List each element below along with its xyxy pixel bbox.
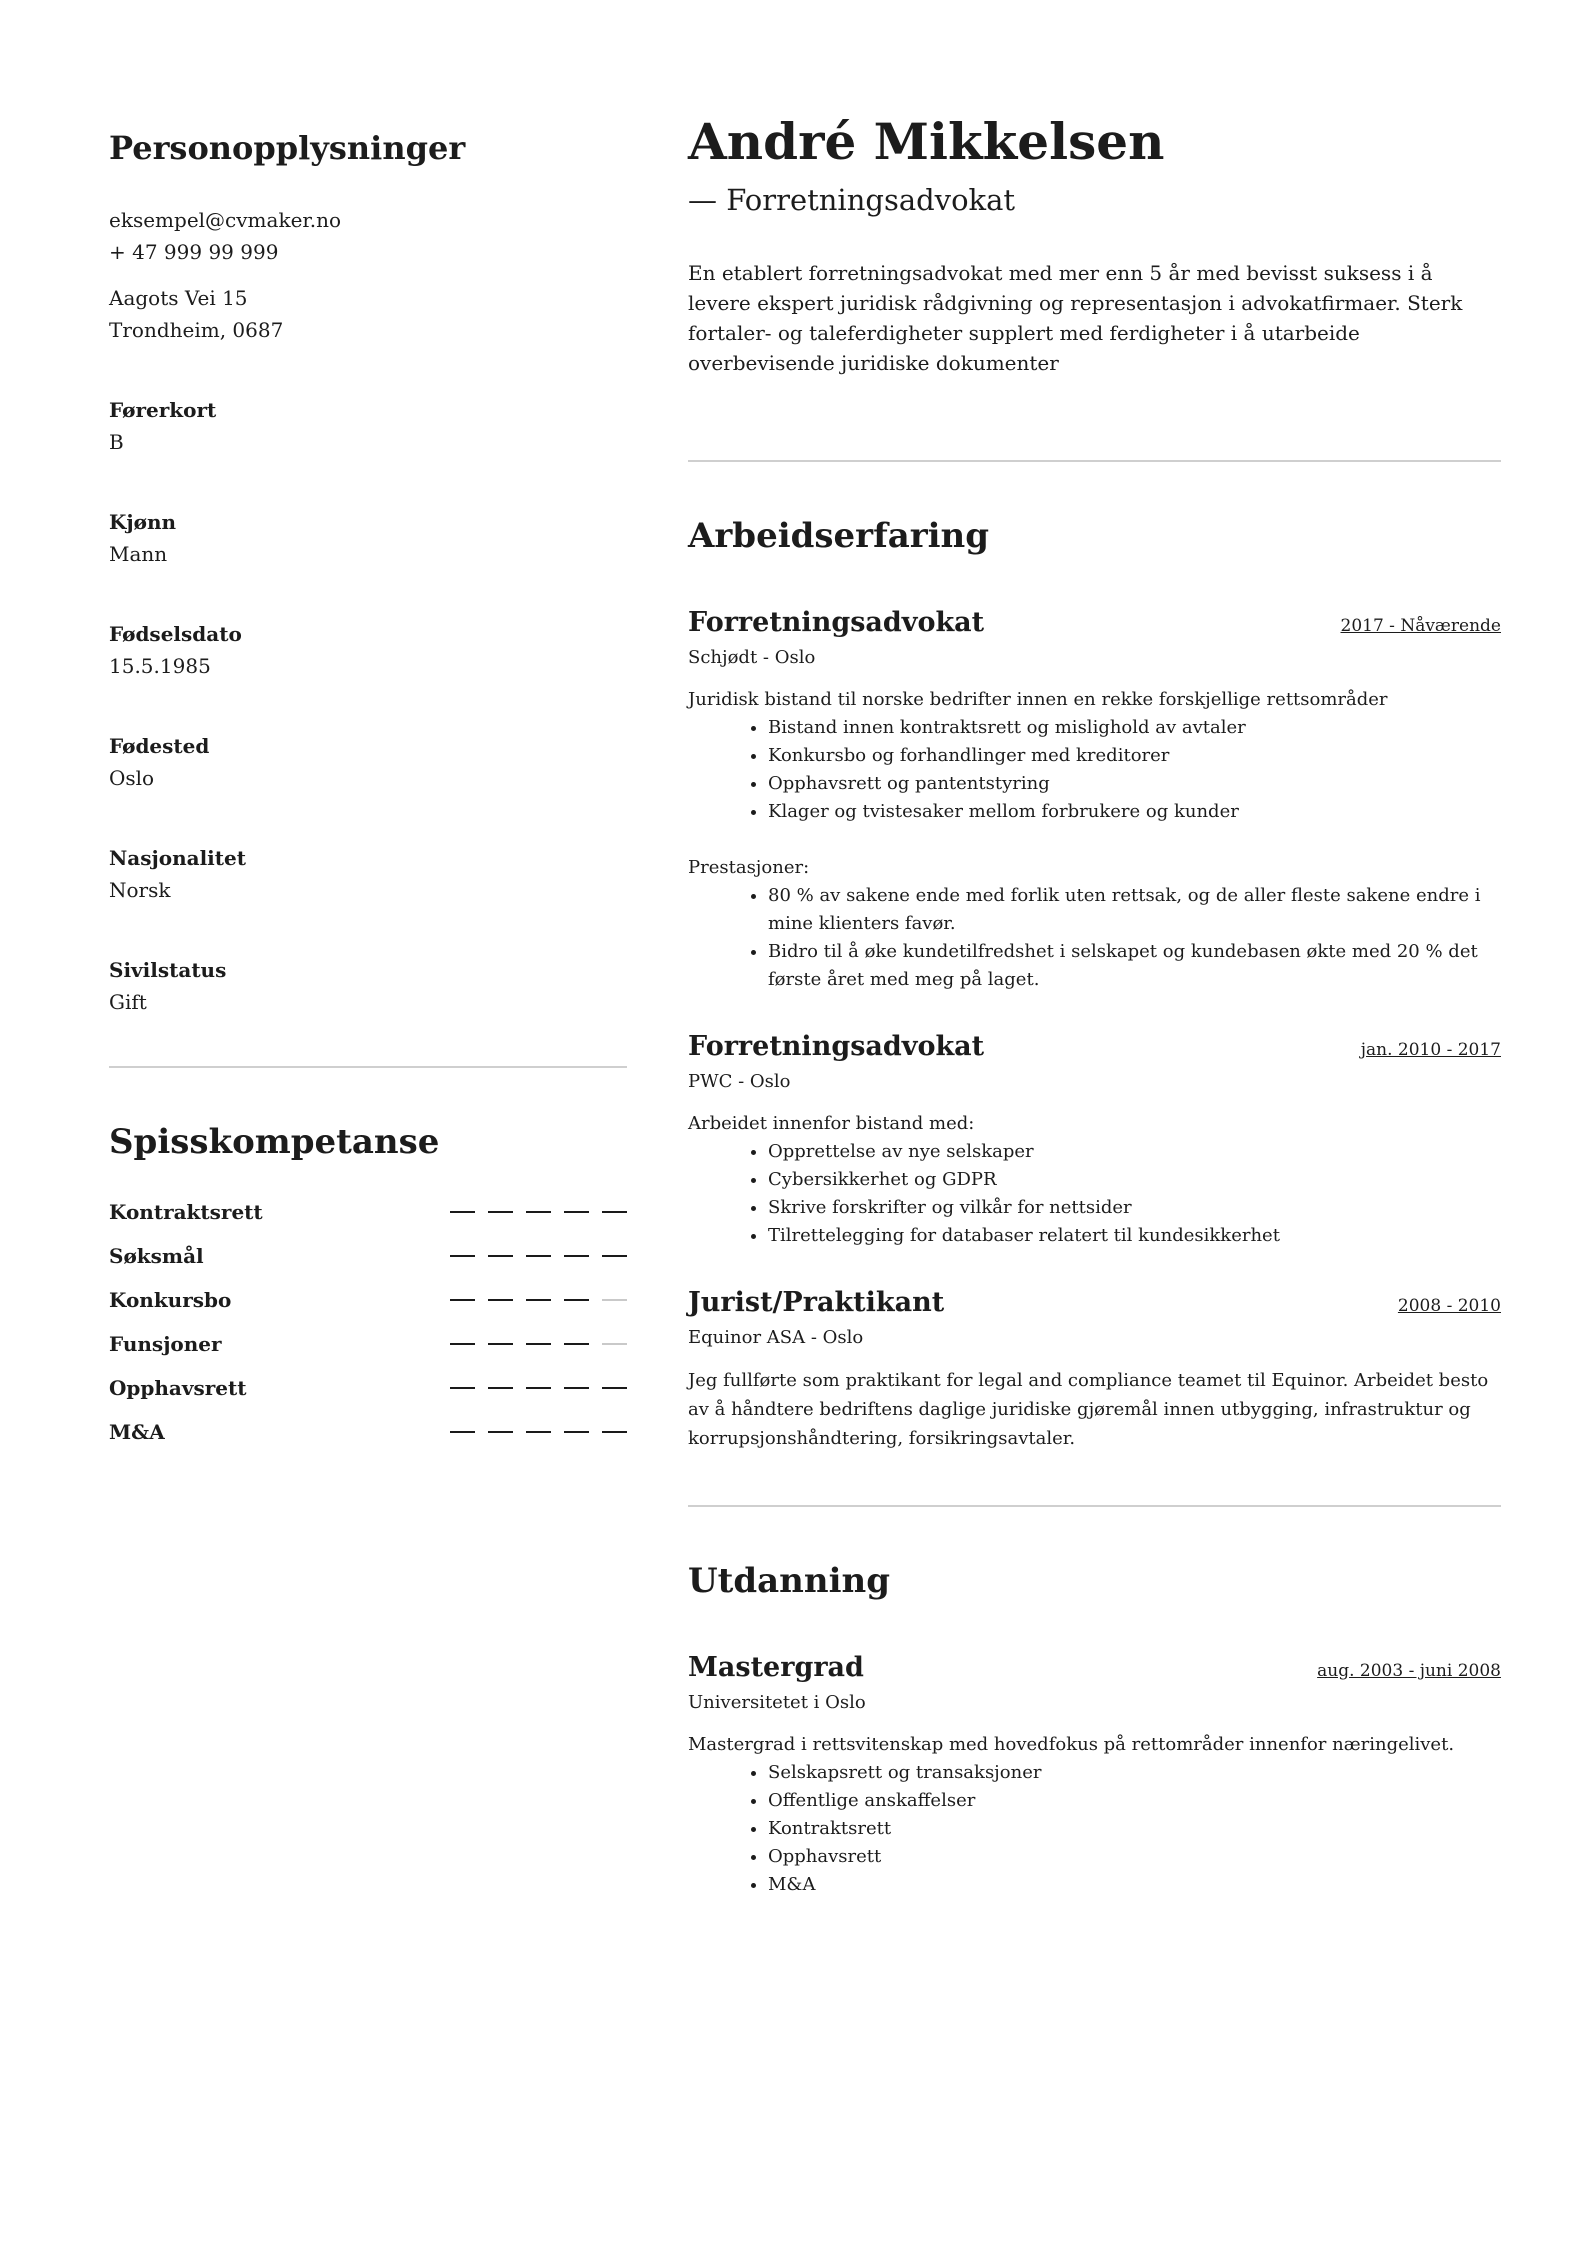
address-line-2: Trondheim, 0687 [109, 318, 284, 342]
skill-level [450, 1211, 627, 1213]
list-item: • Kontraktsrett [768, 1815, 1501, 1843]
experience-heading: Arbeidserfaring [688, 516, 990, 556]
education-entry [688, 1651, 1501, 1899]
skill-dash-filled [450, 1343, 475, 1345]
list-item: • Tilrettelegging for databaser relatert til kundesikkerhet [768, 1222, 1501, 1250]
field-label: Kjønn [109, 510, 177, 534]
job-title: Forretningsadvokat [688, 1031, 985, 1062]
degree-title: Mastergrad [688, 1652, 864, 1683]
field-nationality [109, 842, 627, 906]
skill-level [450, 1387, 627, 1389]
job-employer: PWC - Oslo [688, 1071, 791, 1092]
list-item: • 80 % av sakene ende med forlik uten rettsak, og de aller fleste sakene endre i mine klienters favør. [768, 882, 1501, 938]
education-subject-list [688, 1759, 1501, 1899]
profile-summary: En etablert forretningsadvokat med mer enn 5 år med bevisst suksess i å levere ekspert juridisk rådgivning og representasjon i advokatfirmaer. Sterk fortaler- og taleferdigheter supplert med ferdigheter i å utarbeide overbevisende juridiske dokumenter [688, 261, 1463, 375]
skill-dash-filled [564, 1299, 589, 1301]
skill-name: Konkursbo [109, 1288, 232, 1312]
list-item: • Bidro til å øke kundetilfredshet i selskapet og kundebasen økte med 20 % det første året med meg på laget. [768, 938, 1501, 994]
skill-dash-filled [602, 1255, 627, 1257]
field-birthplace [109, 730, 627, 794]
skill-dash-filled [450, 1255, 475, 1257]
skill-dash-filled [488, 1255, 513, 1257]
personal-heading: Personopplysninger [109, 129, 466, 167]
field-label: Fødselsdato [109, 622, 242, 646]
skills-heading: Spisskompetanse [109, 1122, 440, 1162]
skill-dash-filled [450, 1431, 475, 1433]
field-value: Norsk [109, 878, 171, 902]
job-description: Arbeidet innenfor bistand med: [688, 1113, 975, 1134]
skill-dash-filled [488, 1299, 513, 1301]
skill-name: Søksmål [109, 1244, 204, 1268]
education-date: aug. 2003 - juni 2008 [1317, 1661, 1501, 1681]
job-title: Jurist/Praktikant [688, 1287, 945, 1318]
list-item: • Konkursbo og forhandlinger med kreditorer [768, 742, 1501, 770]
skill-dash-filled [488, 1387, 513, 1389]
field-value: Oslo [109, 766, 155, 790]
field-marital-status [109, 954, 627, 1018]
skill-dash-filled [450, 1387, 475, 1389]
skill-level [450, 1299, 627, 1301]
job-date: 2017 - Nåværende [1340, 616, 1501, 636]
skill-name: Kontraktsrett [109, 1200, 263, 1224]
skill-name: Opphavsrett [109, 1376, 247, 1400]
skill-dash-filled [602, 1387, 627, 1389]
field-value: Gift [109, 990, 147, 1014]
person-name: André Mikkelsen [688, 112, 1165, 171]
skill-dash-filled [564, 1211, 589, 1213]
list-item: • Bistand innen kontraktsrett og mislighold av avtaler [768, 714, 1501, 742]
main-content [688, 112, 1501, 1935]
institution: Universitetet i Oslo [688, 1692, 866, 1713]
skill-dash-filled [602, 1211, 627, 1213]
email-text: eksempel@cvmaker.no [109, 208, 342, 232]
experience-entry [688, 1286, 1501, 1453]
field-label: Nasjonalitet [109, 846, 246, 870]
skill-level [450, 1343, 627, 1345]
list-item: • Skrive forskrifter og vilkår for nettsider [768, 1194, 1501, 1222]
skill-dash-empty [602, 1299, 627, 1301]
list-item: • Offentlige anskaffelser [768, 1787, 1501, 1815]
skill-dash-filled [526, 1343, 551, 1345]
job-title: Forretningsadvokat [688, 607, 985, 638]
skill-dash-filled [488, 1343, 513, 1345]
skill-dash-filled [526, 1299, 551, 1301]
skills-list [109, 1190, 627, 1454]
achievements-label: Prestasjoner: [688, 857, 810, 878]
list-item: • Cybersikkerhet og GDPR [768, 1166, 1501, 1194]
skill-dash-filled [450, 1299, 475, 1301]
field-value: B [109, 430, 124, 454]
skill-name: M&A [109, 1420, 165, 1444]
skill-dash-filled [526, 1387, 551, 1389]
sidebar [109, 128, 627, 1454]
job-description: Jeg fullførte som praktikant for legal and compliance teamet til Equinor. Arbeidet besto av å håndtere bedriftens daglige juridiske gjøremål innen utbygging, infrastruktur og korrupsjonshåndtering, forsikringsavtaler. [688, 1370, 1489, 1449]
skill-dash-filled [564, 1387, 589, 1389]
skill-dash-filled [526, 1211, 551, 1213]
skill-dash-filled [564, 1255, 589, 1257]
skill-dash-filled [564, 1431, 589, 1433]
skill-dash-filled [564, 1343, 589, 1345]
education-description: Mastergrad i rettsvitenskap med hovedfokus på rettområder innenfor næringelivet. [688, 1734, 1455, 1755]
skill-dash-filled [488, 1431, 513, 1433]
job-task-list [688, 1138, 1501, 1250]
skill-name: Funsjoner [109, 1332, 222, 1356]
skill-dash-filled [450, 1211, 475, 1213]
experience-entry [688, 1030, 1501, 1250]
field-birthdate [109, 618, 627, 682]
section-divider [688, 1505, 1501, 1507]
field-value: 15.5.1985 [109, 654, 211, 678]
field-value: Mann [109, 542, 168, 566]
achievements-list [688, 882, 1501, 994]
skill-dash-filled [526, 1431, 551, 1433]
job-description: Juridisk bistand til norske bedrifter innen en rekke forskjellige rettsområder [688, 689, 1388, 710]
list-item: • Opphavsrett og pantentstyring [768, 770, 1501, 798]
list-item: • Opphavsrett [768, 1843, 1501, 1871]
field-label: Fødested [109, 734, 210, 758]
field-gender [109, 506, 627, 570]
section-divider [109, 1066, 627, 1068]
phone-text: + 47 999 99 999 [109, 240, 279, 264]
job-employer: Schjødt - Oslo [688, 647, 816, 668]
job-employer: Equinor ASA - Oslo [688, 1327, 864, 1348]
skill-row [109, 1366, 627, 1410]
skill-dash-filled [602, 1431, 627, 1433]
experience-entry [688, 606, 1501, 994]
list-item: • Selskapsrett og transaksjoner [768, 1759, 1501, 1787]
skill-dash-empty [602, 1343, 627, 1345]
list-item: • Opprettelse av nye selskaper [768, 1138, 1501, 1166]
education-heading: Utdanning [688, 1561, 891, 1601]
job-role: — Forretningsadvokat [688, 183, 1016, 217]
list-item: • Klager og tvistesaker mellom forbrukere og kunder [768, 798, 1501, 826]
skill-level [450, 1255, 627, 1257]
field-label: Sivilstatus [109, 958, 227, 982]
field-label: Førerkort [109, 398, 217, 422]
list-item: • M&A [768, 1871, 1501, 1899]
field-drivers-license [109, 394, 627, 458]
skill-dash-filled [488, 1211, 513, 1213]
skill-level [450, 1431, 627, 1433]
section-divider [688, 460, 1501, 462]
job-date: jan. 2010 - 2017 [1360, 1040, 1501, 1060]
address-line-1: Aagots Vei 15 [109, 286, 248, 310]
job-date: 2008 - 2010 [1397, 1296, 1501, 1316]
skill-dash-filled [526, 1255, 551, 1257]
job-task-list [688, 714, 1501, 826]
